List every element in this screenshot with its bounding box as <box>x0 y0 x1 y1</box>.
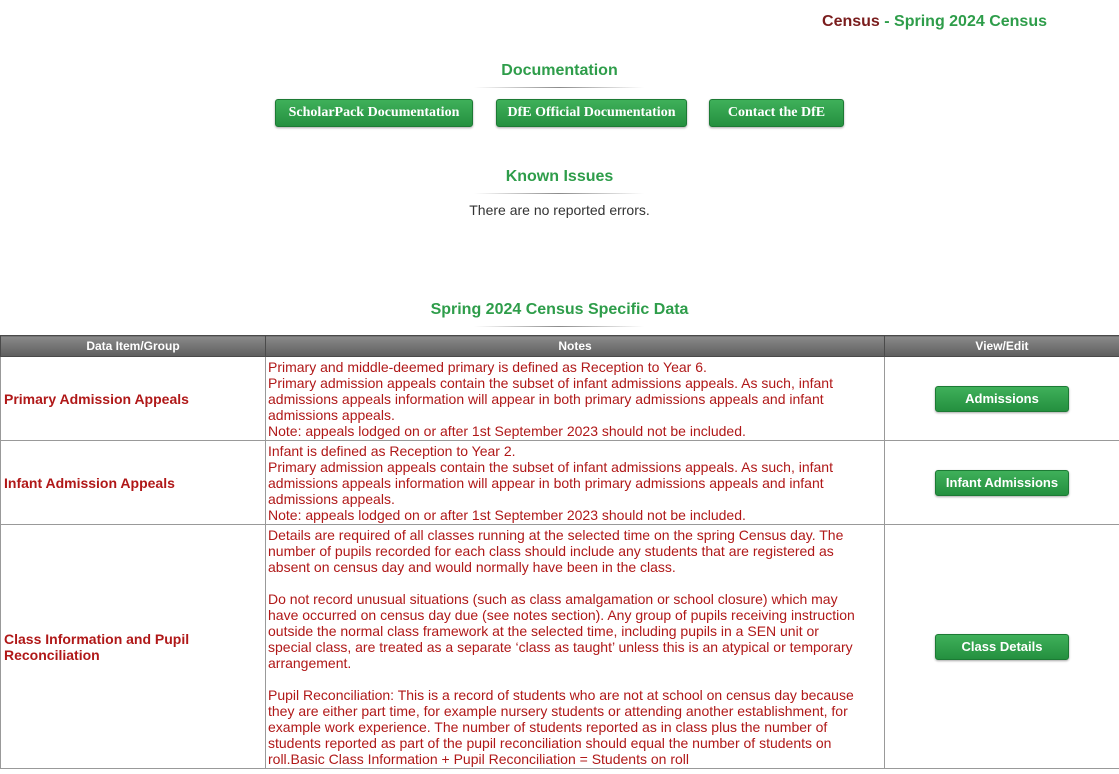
notes-line: Primary and middle-deemed primary is defined as Reception to Year 6. <box>268 359 707 375</box>
notes-line: admissions appeals information will appear in both primary admissions appeals and infant <box>268 391 824 407</box>
notes-line: Note: appeals lodged on or after 1st September 2023 should not be included. <box>268 507 746 523</box>
column-header-data-item: Data Item/Group <box>1 336 266 357</box>
contact-dfe-button[interactable]: Contact the DfE <box>709 99 844 127</box>
class-details-button[interactable]: Class Details <box>935 634 1069 660</box>
notes-cell <box>266 441 885 525</box>
notes-cell <box>266 357 885 441</box>
view-edit-cell <box>885 525 1119 769</box>
notes-line: absent on census day and would normally have been in the class. <box>268 559 676 575</box>
column-header-view-edit: View/Edit <box>885 336 1119 357</box>
table-row <box>1 441 1119 525</box>
view-edit-cell <box>885 357 1119 441</box>
scholarpack-documentation-button[interactable]: ScholarPack Documentation <box>275 99 473 127</box>
group-line: Class Information and Pupil <box>4 630 190 647</box>
census-data-table <box>0 335 1119 769</box>
notes-line: Primary admission appeals contain the subset of infant admissions appeals. As such, infant <box>268 375 833 391</box>
notes-line: special class, are treated as a separate ‘class as taught’ unless this is an atypical or temporary <box>268 639 853 655</box>
notes-line: arrangement. <box>268 655 352 671</box>
notes-line: they are either part time, for example nursery students or attending another establishment, for <box>268 703 848 719</box>
specific-data-heading: Spring 2024 Census Specific Data <box>430 301 689 318</box>
census-label: Census <box>822 13 880 30</box>
specific-data-divider <box>474 326 644 327</box>
documentation-heading: Documentation <box>501 62 618 79</box>
data-item-group <box>1 525 266 769</box>
notes-line: Pupil Reconciliation: This is a record of students who are not at school on census day because <box>268 687 854 703</box>
notes-line: Note: appeals lodged on or after 1st September 2023 should not be included. <box>268 423 746 439</box>
known-issues-message: There are no reported errors. <box>469 202 650 218</box>
table-header-row <box>1 336 1119 357</box>
table-row <box>1 525 1119 769</box>
notes-line: have occurred on census day due (see notes section). Any group of pupils receiving instruction <box>268 607 855 623</box>
notes-line: admissions appeals. <box>268 491 395 507</box>
data-item-group: Infant Admission Appeals <box>1 441 266 525</box>
group-line: Reconciliation <box>4 646 100 663</box>
title-separator: - <box>879 13 895 30</box>
notes-line: Infant is defined as Reception to Year 2. <box>268 443 516 459</box>
documentation-divider <box>474 87 644 88</box>
notes-line: Details are required of all classes running at the selected time on the spring Census day. The <box>268 527 844 543</box>
data-item-group: Primary Admission Appeals <box>1 357 266 441</box>
known-issues-heading: Known Issues <box>505 168 614 185</box>
notes-line: Primary admission appeals contain the subset of infant admissions appeals. As such, infant <box>268 459 833 475</box>
view-edit-cell <box>885 441 1119 525</box>
census-name: Spring 2024 Census <box>894 13 1047 30</box>
notes-spacer <box>268 575 882 591</box>
table-row <box>1 357 1119 441</box>
known-issues-divider <box>474 193 644 194</box>
infant-admissions-button[interactable]: Infant Admissions <box>935 470 1069 496</box>
notes-line: Do not record unusual situations (such as class amalgamation or school closure) which may <box>268 591 838 607</box>
page-title <box>822 13 1047 31</box>
notes-line: admissions appeals information will appear in both primary admissions appeals and infant <box>268 475 824 491</box>
notes-line: number of pupils recorded for each class should include any students that are registered as <box>268 543 834 559</box>
column-header-notes: Notes <box>266 336 885 357</box>
notes-line: outside the normal class framework at the selected time, including pupils in a SEN unit or <box>268 623 819 639</box>
notes-line: roll.Basic Class Information + Pupil Reconciliation = Students on roll <box>268 751 689 767</box>
notes-spacer <box>268 671 882 687</box>
notes-cell <box>266 525 885 769</box>
admissions-button[interactable]: Admissions <box>935 386 1069 412</box>
notes-line: example work experience. The number of students reported as in class plus the number of <box>268 719 828 735</box>
dfe-official-documentation-button[interactable]: DfE Official Documentation <box>496 99 687 127</box>
notes-line: students reported as part of the pupil reconciliation should equal the number of students on <box>268 735 832 751</box>
notes-line: admissions appeals. <box>268 407 395 423</box>
